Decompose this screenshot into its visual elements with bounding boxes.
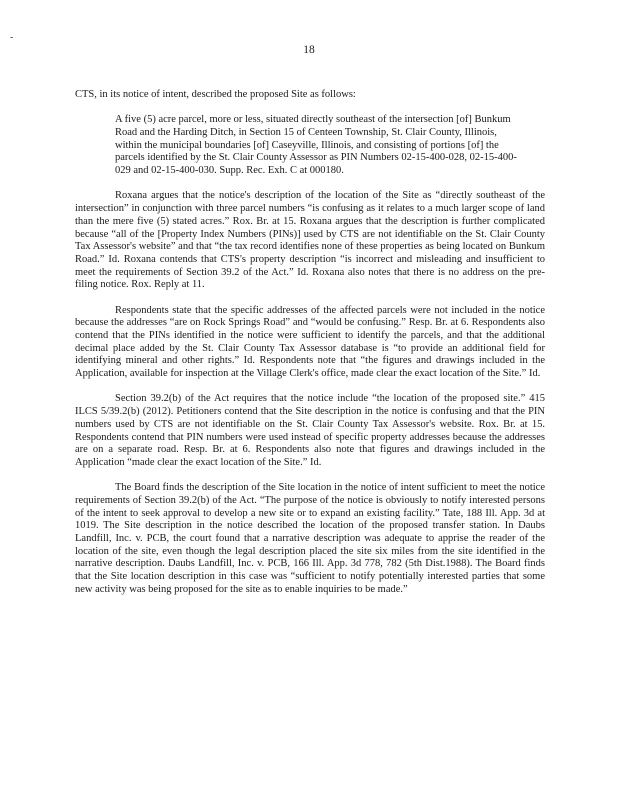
paragraph-section-39-2b: Section 39.2(b) of the Act requires that the notice include “the location of the proposed site.” 415 ILCS 5/39.2(b) (2012). Petitioners contend that the Site description in the notice is confusing and that the PIN numbers used by CTS are not identifiable on the St. Clair County Tax Assessor's website. Rox. Br. at 15. Respondents contend that PIN numbers were used instead of specific property addresses because the addresses are on a separate road. Resp. Br. at 6. Respondents also note that figures and drawings included in the Application “made clear the exact location of the Site.” Id. <box>75 393 545 468</box>
block-quote: A five (5) acre parcel, more or less, situated directly southeast of the intersection [of] Bunkum Road and the Harding Ditch, in Section 15 of Centeen Township, St. Clair County, Illinois, within the municipal boundaries [of] Caseyville, Illinois, and consisting of portions [of] the parcels identified by the St. Clair County Assessor as PIN Numbers 02-15-400-028, 02-15-400-029 and 02-15-400-030. Supp. Rec. Exh. C at 000180. <box>115 114 517 177</box>
paragraph-roxana-argues: Roxana argues that the notice's description of the location of the Site as “directly southeast of the intersection” in conjunction with three parcel numbers “is confusing as it relates to a much larger scope of land than the mere five (5) stated acres.” Rox. Br. at 15. Roxana argues that the description is further complicated because “all of the [Property Index Numbers (PINs)] used by CTS are not identifiable on the St. Clair County Tax Assessor's website” and that “the tax record identifies none of these properties as being located on Bunkum Road.” Id. Roxana contends that CTS's property description “is incorrect and misleading and insufficient to meet the requirements of Section 39.2 of the Act.” Id. Roxana also notes that there is no address on the pre-filing notice. Rox. Reply at 11. <box>75 190 545 291</box>
document-body <box>75 89 545 609</box>
intro-paragraph: CTS, in its notice of intent, described the proposed Site as follows: <box>75 89 356 100</box>
paragraph-board-finds: The Board finds the description of the Site location in the notice of intent sufficient to meet the notice requirements of Section 39.2(b) of the Act. “The purpose of the notice is obviously to notify interested persons of the intent to seek approval to develop a new site or to expand an existing facility.” Tate, 188 Ill. App. 3d at 1019. The Site description in the notice described the location of the proposed transfer station. In Daubs Landfill, Inc. v. PCB, the court found that a narrative description was adequate to apprise the reader of the location of the site, even though the legal description placed the site six miles from the site identified in the narrative description. Daubs Landfill, Inc. v. PCB, 166 Ill. App. 3d 778, 782 (5th Dist.1988). The Board finds that the Site location description in this case was “sufficient to notify potentially interested parties that some new activity was being proposed for the site as to enable inquiries to be made.” <box>75 482 545 595</box>
corner-mark: - <box>10 32 14 43</box>
paragraph-respondents-state: Respondents state that the specific addresses of the affected parcels were not included in the notice because the addresses “are on Rock Springs Road” and “would be confusing.” Resp. Br. at 6. Respondents also contend that the PINs identified in the notice were sufficient to identify the parcels, and that the additional decimal place added by the St. Clair County Tax Assessor database is “to provide an additional field for identifying mineral and other rights.” Id. Respondents note that “the figures and drawings included in the Application, available for inspection at the Village Clerk's office, made clear the exact location of the Site.” Id. <box>75 304 545 380</box>
page-number: 18 <box>303 44 315 56</box>
